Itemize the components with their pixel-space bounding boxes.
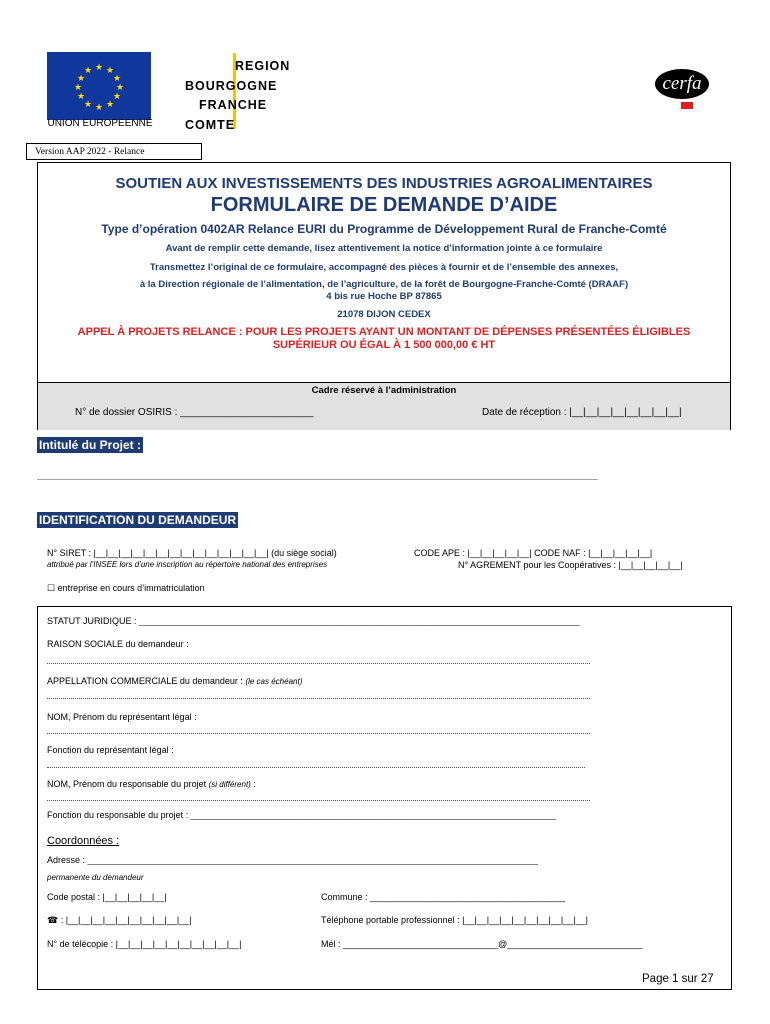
admin-heading: Cadre réservé à l’administration [311, 385, 457, 396]
fax-field[interactable]: N° de télécopie : |__|__|__|__|__|__|__|__|__|__| [47, 939, 242, 949]
appellation-input[interactable] [47, 698, 590, 699]
email-field[interactable]: Mél : _______________________________@___________________________ [321, 939, 643, 949]
siret-note: attribué par l’INSEE lors d’une inscription au répertoire national des entreprises [47, 560, 328, 569]
responsable-nom-colon: : [253, 779, 256, 789]
title-line-1: SOUTIEN AUX INVESTISSEMENTS DES INDUSTRIES AGROALIMENTAIRES [115, 175, 653, 192]
code-postal-field[interactable]: Code postal : |__|__|__|__|__| [47, 892, 167, 902]
svg-text:★: ★ [83, 100, 93, 110]
coordonnees-heading: Coordonnées : [47, 835, 120, 847]
representant-nom-label: NOM, Prénom du représentant légal : [47, 712, 197, 722]
telephone-portable-field[interactable]: Téléphone portable professionnel : |__|__|__|__|__|__|__|__|__|__| [321, 915, 588, 925]
operation-type: Type d’opération 0402AR Relance EURI du Programme de Développement Rural de Franche-Comté [101, 222, 667, 236]
telephone-field[interactable]: ☎ : |__|__|__|__|__|__|__|__|__|__| [47, 915, 192, 925]
commune-field[interactable]: Commune : _______________________________________ [321, 892, 566, 902]
raison-sociale-input[interactable] [47, 663, 590, 664]
region-line-4: COMTE [185, 117, 236, 132]
appel-line-2: SUPÉRIEUR OU ÉGAL À 1 500 000,00 € HT [272, 339, 496, 351]
svg-text:★: ★ [94, 63, 104, 73]
svg-text:★: ★ [73, 83, 83, 93]
region-logo-text [185, 57, 291, 135]
transmit-line-3: 4 bis rue Hoche BP 87865 [326, 291, 442, 302]
responsable-fonction-field[interactable]: Fonction du responsable du projet : _________________________________________________________________________ [47, 810, 556, 820]
svg-text:★: ★ [94, 103, 104, 113]
region-line-3: FRANCHE [199, 98, 268, 112]
adresse-note: permanente du demandeur [47, 873, 144, 882]
identification-heading: IDENTIFICATION DU DEMANDEUR [39, 513, 237, 527]
region-line-2: BOURGOGNE [185, 78, 278, 93]
responsable-nom-input[interactable] [47, 800, 590, 801]
representant-nom-input[interactable] [47, 733, 590, 734]
eu-caption: UNION EUROPEENNE [47, 118, 153, 129]
representant-fonction-input[interactable] [47, 767, 585, 768]
code-ape-naf-field[interactable]: CODE APE : |__|__|__|__|__| CODE NAF : |__|__|__|__|__| [414, 548, 653, 558]
svg-text:★: ★ [76, 92, 86, 102]
adresse-field[interactable]: Adresse : __________________________________________________________________________________________ [47, 855, 539, 865]
osiris-dossier-field[interactable]: N° de dossier OSIRIS : ________________________ [75, 407, 314, 418]
agrement-field[interactable]: N° AGREMENT pour les Coopératives : |__|__|__|__|__| [458, 560, 683, 570]
svg-text:★: ★ [105, 100, 115, 110]
transmit-line-2: à la Direction régionale de l’alimentation, de l’agriculture, de la forêt de Bourgogne-Franche-Comté (DRAAF) [139, 279, 629, 290]
svg-text:★: ★ [112, 74, 122, 84]
raison-sociale-label: RAISON SOCIALE du demandeur : [47, 639, 189, 649]
notice-text: Avant de remplir cette demande, lisez attentivement la notice d’information jointe à ce formulaire [165, 243, 603, 254]
appellation-text: APPELLATION COMMERCIALE du demandeur : [47, 676, 243, 686]
responsable-nom-text: NOM, Prénom du responsable du projet [47, 779, 207, 789]
svg-text:★: ★ [115, 83, 125, 93]
version-label: Version AAP 2022 - Relance [26, 143, 202, 160]
transmit-line-4: 21078 DIJON CEDEX [337, 309, 431, 320]
svg-text:★: ★ [112, 92, 122, 102]
project-title-heading: Intitulé du Projet : [39, 438, 141, 452]
region-line-1: REGION [235, 59, 291, 73]
appellation-label [47, 676, 302, 686]
statut-juridique-field[interactable]: STATUT JURIDIQUE : ________________________________________________________________________________________ [47, 616, 580, 626]
appel-line-1: APPEL À PROJETS RELANCE : POUR LES PROJETS AYANT UN MONTANT DE DÉPENSES PRÉSENTÉES ÉLIGIBLES [77, 326, 691, 338]
svg-text:★: ★ [105, 66, 115, 76]
project-title-field[interactable]: ________________________________________________________________________________________________________________ [37, 470, 598, 480]
page-number: Page 1 sur 27 [642, 973, 714, 985]
appellation-note: (le cas échéant) [245, 677, 303, 686]
cerfa-flag-icon [681, 102, 693, 109]
representant-fonction-label: Fonction du représentant légal : [47, 745, 174, 755]
responsable-nom-label [47, 779, 256, 789]
svg-text:★: ★ [83, 66, 93, 76]
eu-flag-logo [47, 52, 151, 120]
cerfa-logo: cerfa [655, 69, 709, 99]
siret-field[interactable]: N° SIRET : |__|__|__|__|__|__|__|__|__|__|__|__|__|__| (du siège social) [47, 548, 337, 558]
transmit-line-1: Transmettez l’original de ce formulaire, accompagné des pièces à fournir et de l’ensemble des annexes, [149, 262, 619, 273]
immatriculation-checkbox[interactable]: ☐ entreprise en cours d’immatriculation [47, 583, 205, 593]
form-title: FORMULAIRE DE DEMANDE D’AIDE [210, 194, 558, 216]
reception-date-field[interactable]: Date de réception : |__|__|__|__|__|__|__|__| [482, 407, 682, 418]
responsable-nom-note: (si différent) [208, 780, 251, 789]
eu-stars-icon [47, 52, 151, 120]
svg-text:★: ★ [76, 74, 86, 84]
